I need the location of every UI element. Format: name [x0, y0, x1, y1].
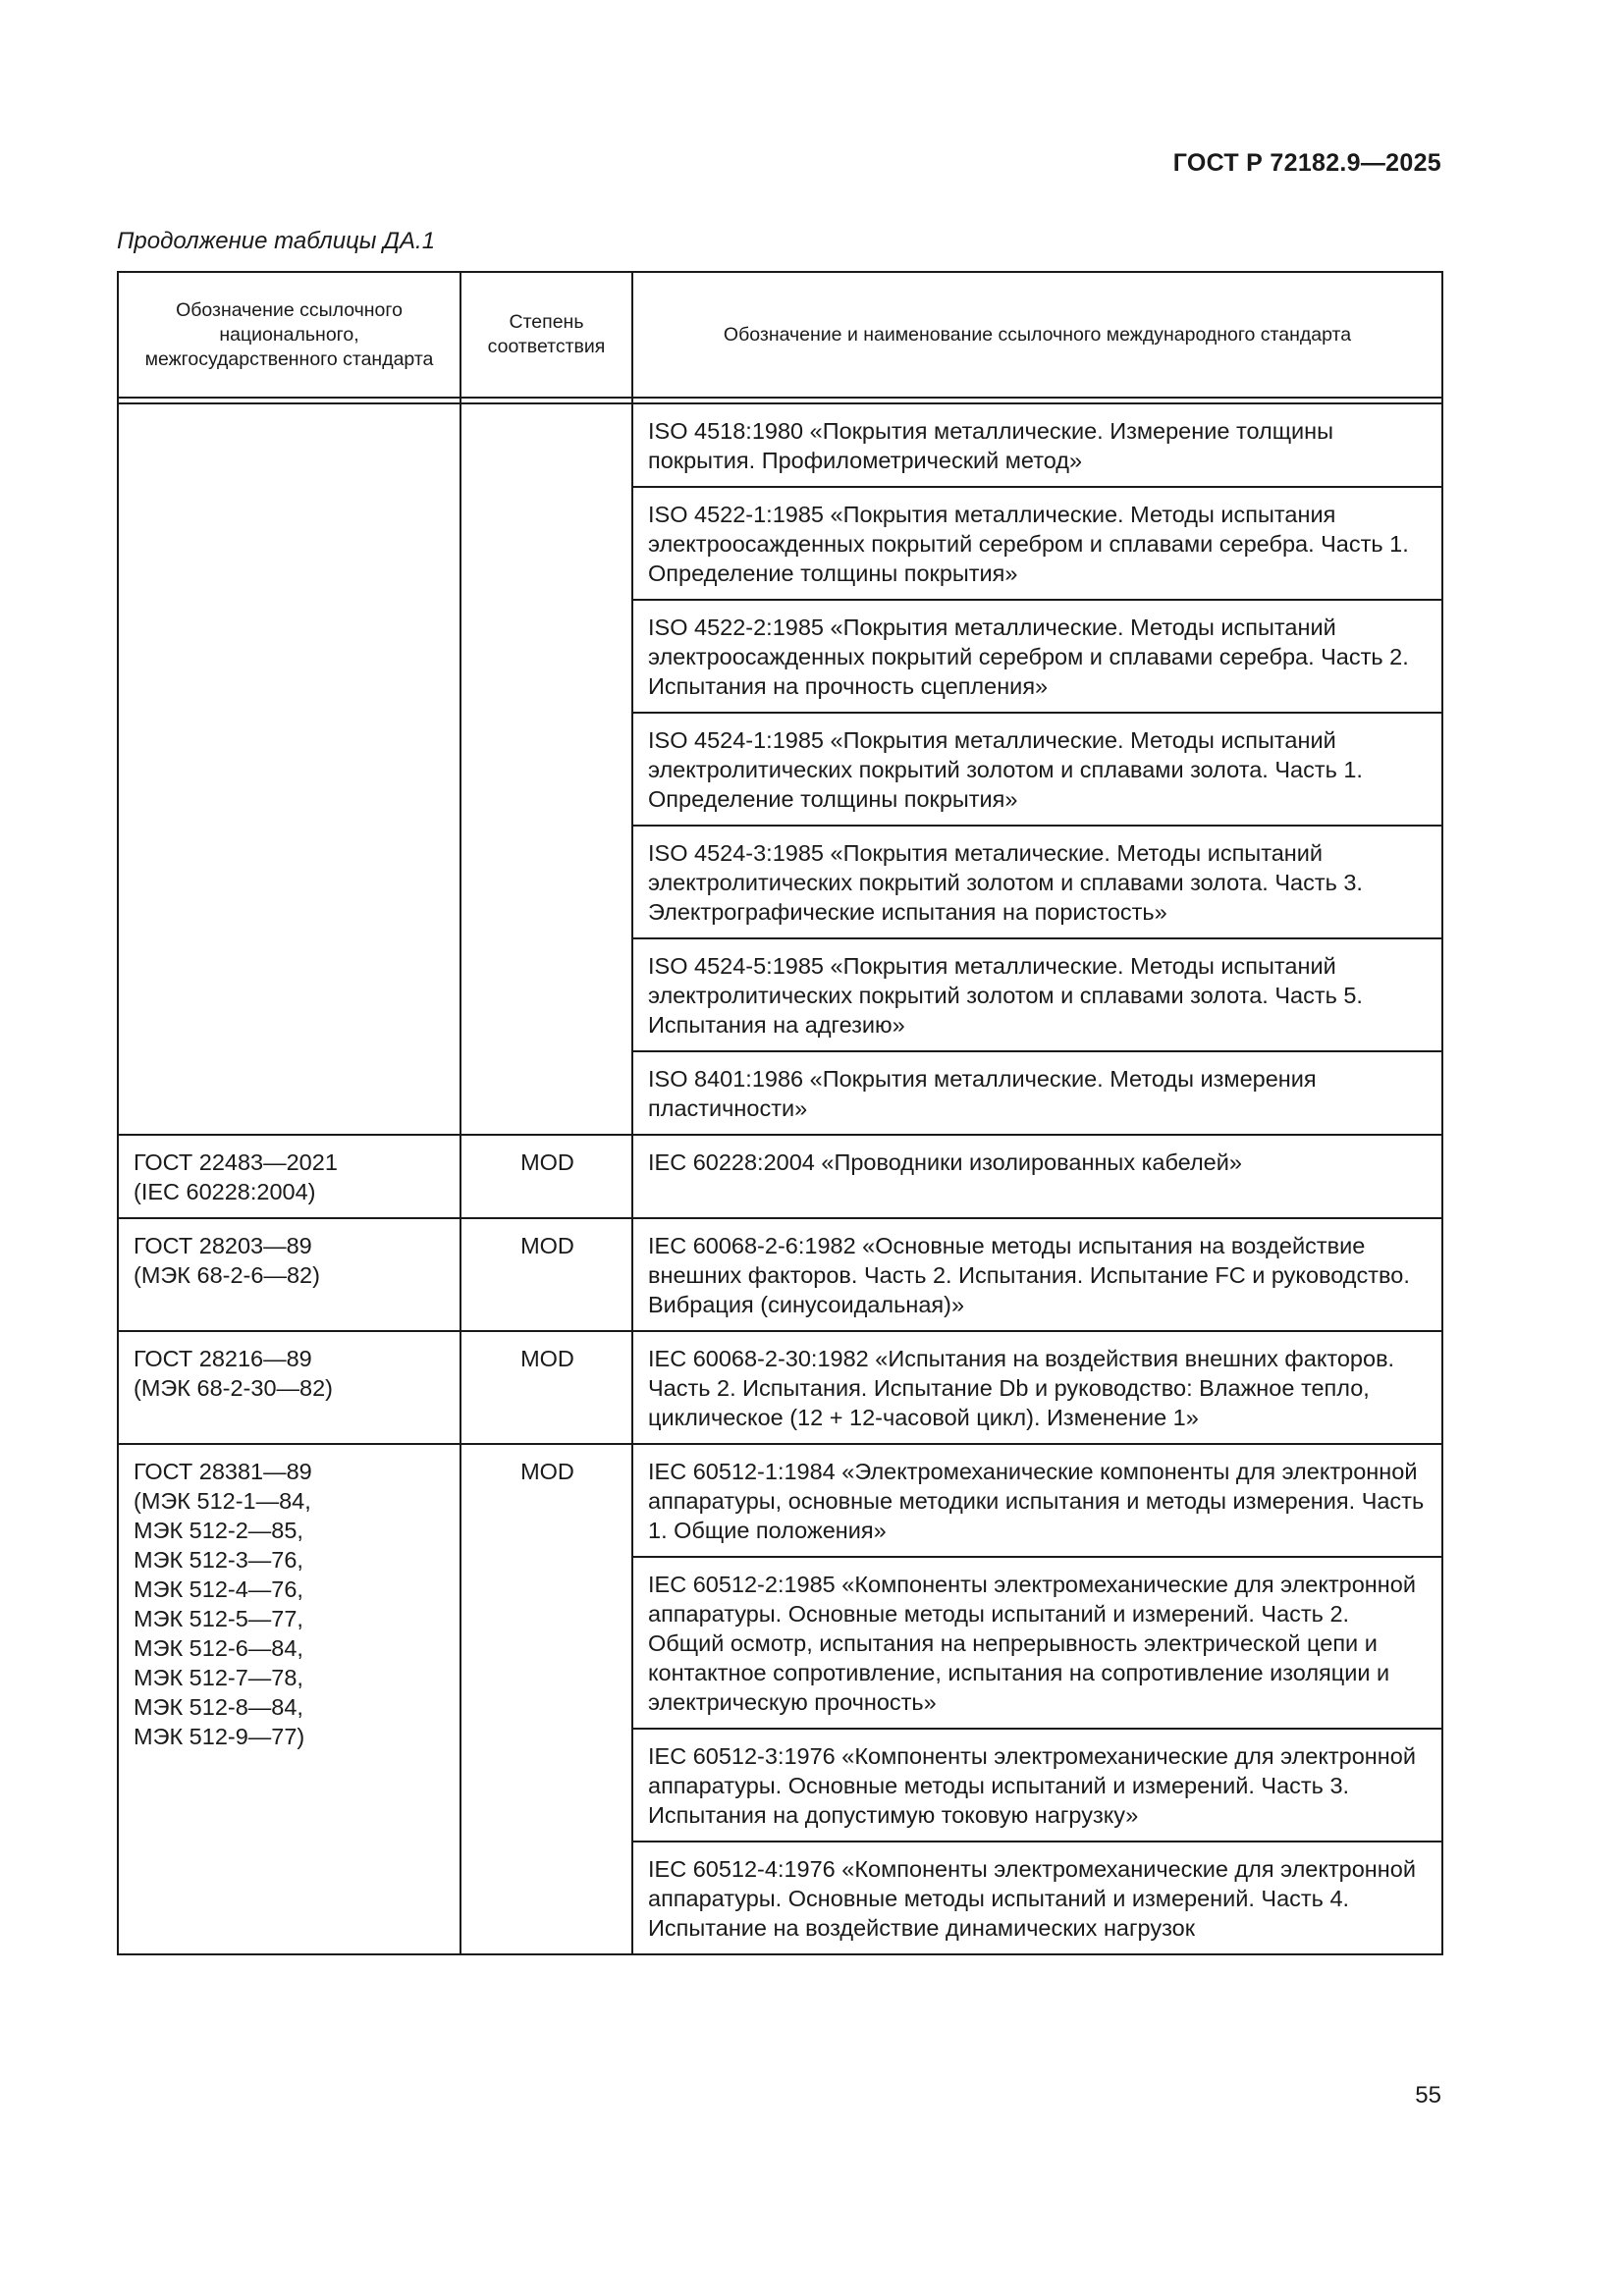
degree-cell: MOD [460, 1331, 632, 1444]
table-row [118, 1444, 1442, 1557]
national-standard-cell: ГОСТ 28216—89 (МЭК 68-2-30—82) [118, 1331, 460, 1444]
international-standard-cell: ISO 4524-3:1985 «Покрытия металические. Методы испытаний электролитических покрытий золотом и сплавами золота. Часть 3. Электрографические испытания на пористость» [632, 826, 1442, 938]
column-header-degree: Степень соответствия [460, 272, 632, 398]
table-row [118, 1331, 1442, 1444]
international-standard-cell: IEC 60068-2-6:1982 «Основные методы испытания на воздействие внешних факторов. Часть 2. Испытания. Испытание FC и руководство. Вибрация (синусоидальная)» [632, 1218, 1442, 1331]
document-code: ГОСТ Р 72182.9—2025 [1172, 149, 1441, 177]
international-standard-cell: ISO 4524-5:1985 «Покрытия металлические. Методы испытаний электролитических покрытий золотом и сплавами золота. Часть 5. Испытания на адгезию» [632, 938, 1442, 1051]
international-standard-cell: IEC 60228:2004 «Проводники изолированных кабелей» [632, 1135, 1442, 1218]
national-standard-cell [118, 403, 460, 1135]
national-standard-cell: ГОСТ 22483—2021 (IEC 60228:2004) [118, 1135, 460, 1218]
reference-standards-table [117, 271, 1443, 1955]
national-standard-cell: ГОСТ 28381—89 (МЭК 512-1—84, МЭК 512-2—85, МЭК 512-3—76, МЭК 512-4—76, МЭК 512-5—77, МЭК 512-6—84, МЭК 512-7—78, МЭК 512-8—84, МЭК 512-9—77) [118, 1444, 460, 1954]
table-row [118, 1218, 1442, 1331]
international-standard-cell: IEC 60512-1:1984 «Электромеханические компоненты для электронной аппаратуры, основные методики испытания и методы измерения. Часть 1. Общие положения» [632, 1444, 1442, 1557]
column-header-international: Обозначение и наименование ссылочного международного стандарта [632, 272, 1442, 398]
international-standard-cell: ISO 4524-1:1985 «Покрытия металлические. Методы испытаний электролитических покрытий золотом и сплавами золота. Часть 1. Определение толщины покрытия» [632, 713, 1442, 826]
page-number: 55 [1415, 2082, 1441, 2109]
column-header-national: Обозначение ссылочного национального, межгосударственного стандарта [118, 272, 460, 398]
table-row [118, 403, 1442, 487]
degree-cell [460, 403, 632, 1135]
degree-cell: MOD [460, 1444, 632, 1954]
table-row [118, 1135, 1442, 1218]
international-standard-cell: IEC 60512-3:1976 «Компоненты электромеханические для электронной аппаратуры. Основные методы испытаний и измерений. Часть 3. Испытания на допустимую токовую нагрузку» [632, 1729, 1442, 1842]
international-standard-cell: ISO 4522-2:1985 «Покрытия металлические. Методы испытаний электроосажденных покрытий серебром и сплавами серебра. Часть 2. Испытания на прочность сцепления» [632, 600, 1442, 713]
international-standard-cell: IEC 60512-4:1976 «Компоненты электромеханические для электронной аппаратуры. Основные методы испытаний и измерений. Часть 4. Испытание на воздействие динамических нагрузок [632, 1842, 1442, 1954]
international-standard-cell: IEC 60068-2-30:1982 «Испытания на воздействия внешних факторов. Часть 2. Испытания. Испытание Db и руководство: Влажное тепло, циклическое (12 + 12-часовой цикл). Изменение 1» [632, 1331, 1442, 1444]
table-caption: Продолжение таблицы ДА.1 [117, 228, 436, 254]
national-standard-cell: ГОСТ 28203—89 (МЭК 68-2-6—82) [118, 1218, 460, 1331]
table-body [118, 398, 1442, 1954]
international-standard-cell: ISO 8401:1986 «Покрытия металлические. Методы измерения пластичности» [632, 1051, 1442, 1135]
table-header [118, 272, 1442, 398]
degree-cell: MOD [460, 1135, 632, 1218]
international-standard-cell: IEC 60512-2:1985 «Компоненты электромеханические для электронной аппаратуры. Основные методы испытаний и измерений. Часть 2. Общий осмотр, испытания на непрерывность электрической цепи и контактное сопротивление, испытания на сопротивление изоляции и электрическую прочность» [632, 1557, 1442, 1729]
international-standard-cell: ISO 4518:1980 «Покрытия металлические. Измерение толщины покрытия. Профилометрический метод» [632, 403, 1442, 487]
international-standard-cell: ISO 4522-1:1985 «Покрытия металлические. Методы испытания электроосажденных покрытий серебром и сплавами серебра. Часть 1. Определение толщины покрытия» [632, 487, 1442, 600]
degree-cell: MOD [460, 1218, 632, 1331]
